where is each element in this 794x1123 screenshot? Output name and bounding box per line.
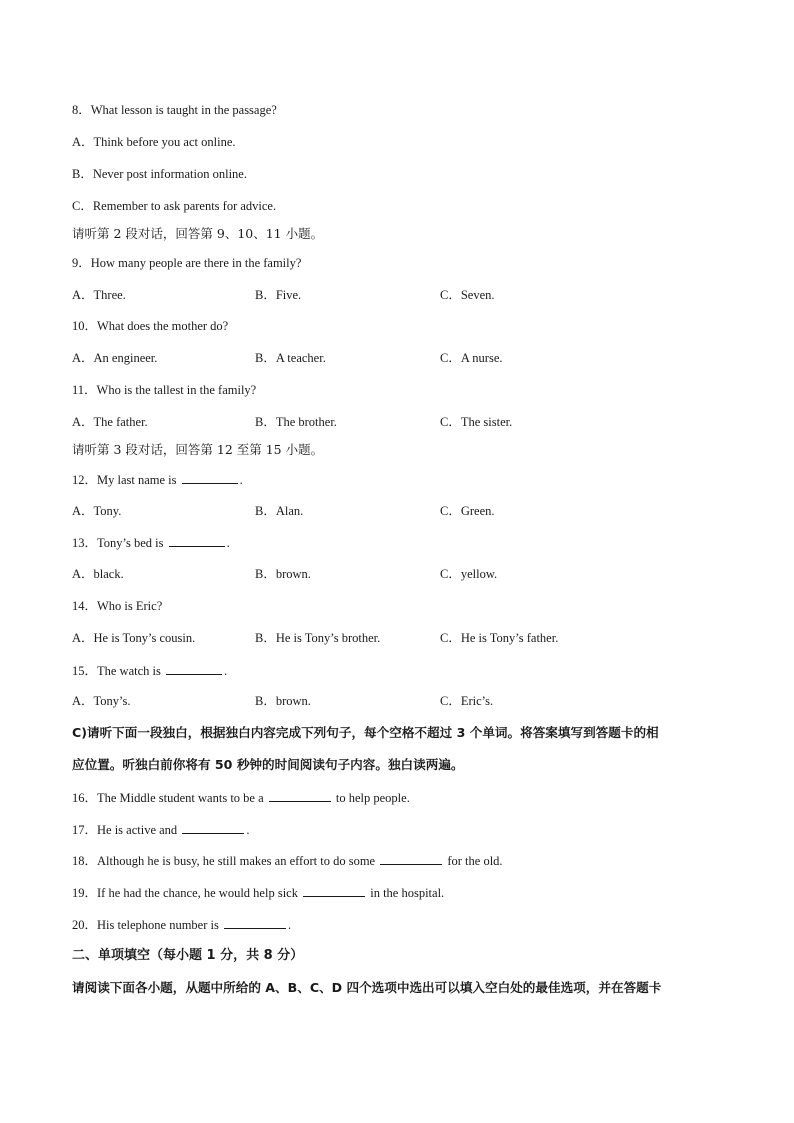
question-19 bbox=[72, 884, 444, 901]
q12-end: . bbox=[239, 473, 243, 487]
q15-option-c: C．Eric’s. bbox=[440, 694, 494, 708]
q8-option-a: A．Think before you act online. bbox=[72, 135, 236, 149]
q15-end: . bbox=[224, 664, 228, 678]
answer-blank bbox=[169, 534, 225, 547]
question-15 bbox=[72, 662, 227, 679]
q15-text: 15．The watch is bbox=[72, 664, 161, 678]
q17-end: . bbox=[246, 823, 250, 837]
q11-option-c: C．The sister. bbox=[440, 415, 513, 429]
section-c-instruction-line-1: C)请听下面一段独白，根据独白内容完成下列句子，每个空格不超过 3 个单词。将答案填写到答题卡的相 bbox=[72, 725, 659, 740]
answer-blank bbox=[166, 662, 222, 675]
q13-option-b: B．brown. bbox=[255, 567, 311, 581]
q13-end: . bbox=[226, 536, 230, 550]
q12-option-a: A．Tony. bbox=[72, 504, 122, 518]
q13-text: 13．Tony’s bed is bbox=[72, 536, 164, 550]
q9-option-a: A．Three. bbox=[72, 288, 126, 302]
q8-option-c: C．Remember to ask parents for advice. bbox=[72, 199, 277, 213]
answer-blank bbox=[380, 852, 442, 865]
q12-option-b: B．Alan. bbox=[255, 504, 304, 518]
q18-text: 18．Although he is busy, he still makes an effort to do some bbox=[72, 854, 376, 868]
part-2-instruction: 请阅读下面各小题，从题中所给的 A、B、C、D 四个选项中选出可以填入空白处的最佳选项，并在答题卡 bbox=[72, 980, 662, 995]
section-c-instruction-line-2: 应位置。听独白前你将有 50 秒钟的时间阅读句子内容。独白读两遍。 bbox=[72, 757, 464, 772]
q14-option-c: C．He is Tony’s father. bbox=[440, 631, 559, 645]
question-12 bbox=[72, 471, 243, 488]
q20-text: 20．His telephone number is bbox=[72, 918, 219, 932]
answer-blank bbox=[224, 916, 286, 929]
dialog-3-instruction: 请听第 3 段对话，回答第 12 至第 15 小题。 bbox=[72, 442, 324, 457]
q20-end: . bbox=[287, 918, 292, 932]
answer-blank bbox=[182, 471, 238, 484]
q17-text: 17．He is active and bbox=[72, 823, 178, 837]
q9-option-c: C．Seven. bbox=[440, 288, 495, 302]
q14-option-a: A．He is Tony’s cousin. bbox=[72, 631, 196, 645]
q13-option-a: A．black. bbox=[72, 567, 124, 581]
q11-option-b: B．The brother. bbox=[255, 415, 337, 429]
question-9: 9．How many people are there in the family? bbox=[72, 256, 302, 270]
answer-blank bbox=[303, 884, 365, 897]
question-17 bbox=[72, 821, 249, 838]
answer-blank bbox=[182, 821, 244, 834]
question-10: 10．What does the mother do? bbox=[72, 319, 229, 333]
q11-option-a: A．The father. bbox=[72, 415, 148, 429]
question-13 bbox=[72, 534, 230, 551]
q10-option-c: C．A nurse. bbox=[440, 351, 503, 365]
question-16 bbox=[72, 789, 410, 806]
q16-text: 16．The Middle student wants to be a bbox=[72, 791, 264, 805]
q10-option-b: B．A teacher. bbox=[255, 351, 326, 365]
q18-end: for the old. bbox=[447, 854, 503, 868]
part-2-title: 二、单项填空（每小题 1 分，共 8 分） bbox=[72, 948, 304, 963]
question-20 bbox=[72, 916, 291, 933]
q19-text: 19．If he had the chance, he would help sick bbox=[72, 886, 298, 900]
q12-option-c: C．Green. bbox=[440, 504, 495, 518]
q19-end: in the hospital. bbox=[370, 886, 445, 900]
question-8: 8．What lesson is taught in the passage? bbox=[72, 103, 277, 117]
q15-option-a: A．Tony’s. bbox=[72, 694, 131, 708]
q10-option-a: A．An engineer. bbox=[72, 351, 158, 365]
question-11: 11．Who is the tallest in the family? bbox=[72, 383, 257, 397]
answer-blank bbox=[269, 789, 331, 802]
q8-option-b: B．Never post information online. bbox=[72, 167, 247, 181]
q9-option-b: B．Five. bbox=[255, 288, 302, 302]
q15-option-b: B．brown. bbox=[255, 694, 311, 708]
question-14: 14．Who is Eric? bbox=[72, 599, 163, 613]
q16-end: to help people. bbox=[335, 791, 410, 805]
dialog-2-instruction: 请听第 2 段对话，回答第 9、10、11 小题。 bbox=[72, 226, 324, 241]
q14-option-b: B．He is Tony’s brother. bbox=[255, 631, 381, 645]
q12-text: 12．My last name is bbox=[72, 473, 177, 487]
q13-option-c: C．yellow. bbox=[440, 567, 498, 581]
question-18 bbox=[72, 852, 503, 869]
